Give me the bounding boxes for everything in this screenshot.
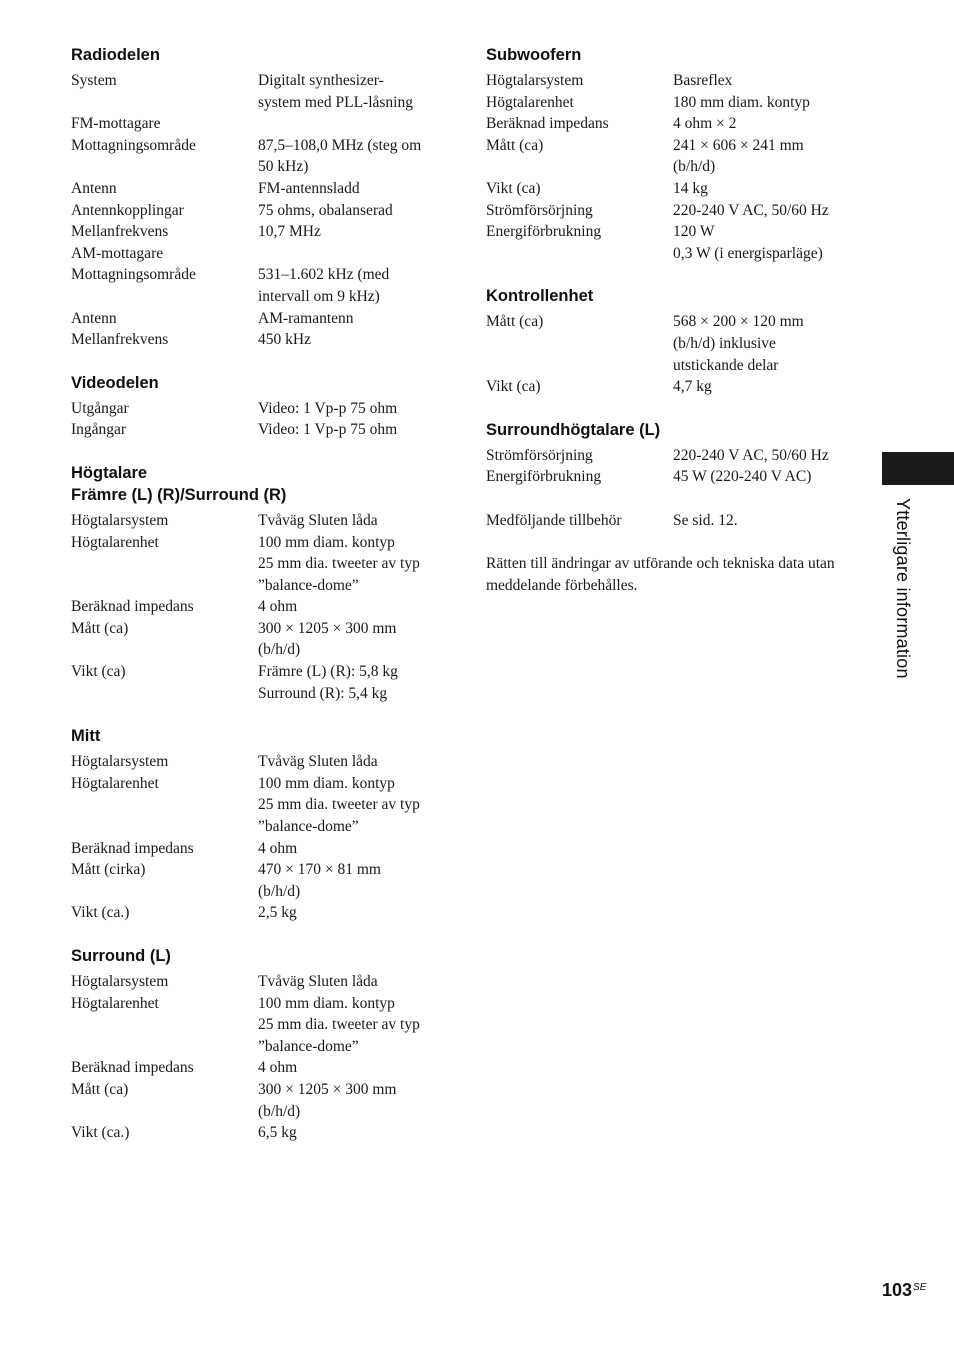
spec-label: Strömförsörjning xyxy=(486,201,593,219)
spec-row xyxy=(71,1122,451,1144)
spec-label: Högtalarenhet xyxy=(486,93,574,111)
spec-value-line: 2,5 kg xyxy=(258,904,297,922)
spec-row xyxy=(486,135,856,178)
spec-row xyxy=(71,971,451,993)
spec-value xyxy=(258,1122,451,1144)
spec-value xyxy=(258,751,451,773)
spec-value-line: 4 ohm xyxy=(258,839,298,857)
spec-row xyxy=(71,135,451,178)
spec-label: Högtalarsystem xyxy=(71,753,169,771)
page-number-suffix: SE xyxy=(913,1282,927,1293)
section-heading: Surroundhögtalare (L) xyxy=(486,420,661,439)
spec-value xyxy=(258,135,451,178)
spec-value-line: 300 × 1205 × 300 mm xyxy=(258,1080,397,1098)
spec-value-line: 4 ohm xyxy=(258,598,298,616)
spec-value xyxy=(258,70,451,113)
spec-value-line: 100 mm diam. kontyp xyxy=(258,994,395,1012)
spec-label: Energiförbrukning xyxy=(486,223,602,241)
spec-label: Mått (cirka) xyxy=(71,861,146,879)
spec-label: Beräknad impedans xyxy=(71,1059,194,1077)
spec-value xyxy=(673,221,856,264)
spec-value xyxy=(258,971,451,993)
spec-value xyxy=(258,661,451,704)
spec-section xyxy=(71,945,451,1144)
spec-row xyxy=(486,113,856,135)
right-sections xyxy=(486,44,856,531)
spec-section xyxy=(71,725,451,924)
spec-row xyxy=(486,92,856,114)
spec-value xyxy=(258,993,451,1058)
spec-value-line: Tvåväg Sluten låda xyxy=(258,511,378,529)
spec-value xyxy=(258,200,451,222)
spec-value xyxy=(258,1079,451,1122)
spec-row xyxy=(71,419,451,441)
spec-value-line: 531–1.602 kHz (med xyxy=(258,266,390,284)
spec-value-line: 10,7 MHz xyxy=(258,223,321,241)
spec-value xyxy=(258,510,451,532)
spec-value-line: Video: 1 Vp-p 75 ohm xyxy=(258,421,398,439)
spec-label: Mått (ca) xyxy=(71,619,129,637)
spec-value-empty xyxy=(258,243,451,265)
spec-row xyxy=(71,329,451,351)
section-tab-marker xyxy=(882,452,954,485)
spec-section xyxy=(486,419,856,531)
spec-label: Högtalarenhet xyxy=(71,533,159,551)
spec-value-line: (b/h/d) xyxy=(258,882,301,900)
spec-row xyxy=(71,308,451,330)
spec-label: Beräknad impedans xyxy=(71,839,194,857)
spec-value xyxy=(258,243,451,265)
spec-label: Mått (ca) xyxy=(71,1080,129,1098)
spec-value-line: 241 × 606 × 241 mm xyxy=(673,136,804,154)
spec-section xyxy=(486,285,856,397)
spec-value-line: AM-ramantenn xyxy=(258,309,354,327)
spec-value xyxy=(258,838,451,860)
spec-value-line: intervall om 9 kHz) xyxy=(258,287,380,305)
spec-label: Vikt (ca.) xyxy=(71,904,130,922)
spec-row xyxy=(71,596,451,618)
section-title-vertical: Ytterligare information xyxy=(893,498,913,679)
spec-row xyxy=(71,510,451,532)
spec-value xyxy=(258,1057,451,1079)
spec-value xyxy=(673,200,856,222)
spec-label: Mellanfrekvens xyxy=(71,223,169,241)
spec-value-line: 450 kHz xyxy=(258,331,311,349)
spec-row xyxy=(486,311,856,376)
spec-value xyxy=(673,70,856,92)
spec-value-line: 470 × 170 × 81 mm xyxy=(258,861,381,879)
spec-label: Högtalarsystem xyxy=(71,973,169,990)
spec-value xyxy=(258,532,451,597)
spec-label: Vikt (ca.) xyxy=(71,1124,130,1142)
spec-value xyxy=(673,113,856,135)
spec-value-line: 45 W (220-240 V AC) xyxy=(673,468,812,486)
spec-value xyxy=(258,773,451,838)
spec-value xyxy=(673,92,856,114)
section-heading: Surround (L) xyxy=(71,947,171,965)
spec-label: Högtalarsystem xyxy=(486,72,584,89)
spec-row xyxy=(71,178,451,200)
spec-value-empty xyxy=(673,488,856,510)
spec-value-line: system med PLL-låsning xyxy=(258,93,413,111)
spec-value-line: Främre (L) (R): 5,8 kg xyxy=(258,663,398,681)
spec-label: Energiförbrukning xyxy=(486,468,602,486)
spec-value-line: ”balance-dome” xyxy=(258,576,359,594)
section-heading: Videodelen xyxy=(71,373,159,392)
spec-label: Beräknad impedans xyxy=(486,115,609,133)
spec-value-line: Se sid. 12. xyxy=(673,511,738,529)
spec-label: Antenn xyxy=(71,179,117,197)
spec-value-line: 50 kHz) xyxy=(258,158,309,176)
left-column xyxy=(71,44,451,1165)
spec-label: Högtalarenhet xyxy=(71,774,159,792)
spec-row xyxy=(71,661,451,704)
spec-row xyxy=(71,200,451,222)
spec-label: Högtalarenhet xyxy=(71,994,159,1012)
spec-value xyxy=(258,329,451,351)
spec-label: FM-mottagare xyxy=(71,115,161,133)
spec-value-line: (b/h/d) xyxy=(258,1102,301,1120)
spec-value-line: 300 × 1205 × 300 mm xyxy=(258,619,397,637)
spec-value xyxy=(258,398,451,420)
spec-label: Mått (ca) xyxy=(486,136,544,154)
spec-section xyxy=(71,44,451,351)
spec-value xyxy=(673,135,856,178)
spec-value-line: 25 mm dia. tweeter av typ xyxy=(258,796,420,814)
spec-value xyxy=(673,488,856,510)
spec-label: Mottagningsområde xyxy=(71,136,196,154)
spec-value xyxy=(258,308,451,330)
spec-value-line: 180 mm diam. kontyp xyxy=(673,93,810,111)
section-heading: Högtalare Främre (L) (R)/Surround (R) xyxy=(71,463,287,504)
spec-value-line: ”balance-dome” xyxy=(258,818,359,836)
spec-row xyxy=(71,859,451,902)
spec-value-line: 4 ohm xyxy=(258,1059,298,1077)
spec-label: Medföljande tillbehör xyxy=(486,511,622,529)
spec-row xyxy=(71,264,451,307)
spec-label: Strömförsörjning xyxy=(486,446,593,464)
spec-value-line: utstickande delar xyxy=(673,356,779,374)
spec-value xyxy=(673,466,856,488)
spec-row xyxy=(486,488,856,510)
spec-section xyxy=(486,44,856,264)
spec-value xyxy=(258,221,451,243)
spec-value-line: Video: 1 Vp-p 75 ohm xyxy=(258,399,398,417)
disclaimer-note: Rätten till ändringar av utförande och tekniska data utan meddelande förbehålles. xyxy=(486,555,835,595)
spec-row xyxy=(71,773,451,838)
spec-row xyxy=(486,178,856,200)
spec-row xyxy=(486,221,856,264)
spec-section xyxy=(71,372,451,441)
spec-row xyxy=(71,532,451,597)
section-heading: Mitt xyxy=(71,727,101,746)
spec-value-line: 6,5 kg xyxy=(258,1124,297,1142)
spec-label: Högtalarsystem xyxy=(71,511,169,529)
spec-value xyxy=(258,113,451,135)
spec-value-line: FM-antennsladd xyxy=(258,179,360,197)
spec-value-line: Surround (R): 5,4 kg xyxy=(258,684,388,702)
spec-value-line: 87,5–108,0 MHz (steg om xyxy=(258,136,422,154)
spec-value-line: 4 ohm × 2 xyxy=(673,115,737,133)
page-number-value: 103 xyxy=(882,1280,913,1300)
right-column xyxy=(486,44,856,597)
spec-value-line: 25 mm dia. tweeter av typ xyxy=(258,1016,420,1034)
spec-row xyxy=(71,838,451,860)
spec-value xyxy=(673,510,856,532)
spec-label: Vikt (ca) xyxy=(486,378,541,396)
spec-value xyxy=(258,264,451,307)
spec-row xyxy=(71,243,451,265)
spec-row xyxy=(71,1057,451,1079)
spec-row xyxy=(486,466,856,488)
section-heading: Subwoofern xyxy=(486,46,582,64)
spec-value-line: 14 kg xyxy=(673,179,708,197)
spec-row xyxy=(71,751,451,773)
spec-value-line: 220-240 V AC, 50/60 Hz xyxy=(673,446,829,464)
spec-value-line: 220-240 V AC, 50/60 Hz xyxy=(673,201,829,219)
spec-row xyxy=(486,70,856,92)
spec-label: Ingångar xyxy=(71,421,127,439)
spec-value-line: Digitalt synthesizer- xyxy=(258,72,384,89)
spec-label: System xyxy=(71,72,117,89)
page-number xyxy=(882,1280,926,1301)
spec-value-empty xyxy=(258,113,451,135)
spec-value xyxy=(258,178,451,200)
spec-section xyxy=(71,462,451,704)
spec-row xyxy=(71,113,451,135)
spec-value xyxy=(673,445,856,467)
section-heading: Radiodelen xyxy=(71,46,160,64)
spec-row xyxy=(71,993,451,1058)
spec-label: AM-mottagare xyxy=(71,244,164,262)
spec-value-line: 25 mm dia. tweeter av typ xyxy=(258,555,420,573)
spec-label: Mellanfrekvens xyxy=(71,331,169,349)
spec-value xyxy=(258,859,451,902)
spec-value xyxy=(258,902,451,924)
spec-row xyxy=(71,618,451,661)
spec-row xyxy=(71,398,451,420)
spec-value-line: 100 mm diam. kontyp xyxy=(258,774,395,792)
spec-value-line: (b/h/d) xyxy=(258,641,301,659)
spec-label: Mått (ca) xyxy=(486,313,544,331)
spec-label: Utgångar xyxy=(71,399,129,417)
spec-value xyxy=(258,596,451,618)
spec-label: Vikt (ca) xyxy=(71,663,126,681)
spec-row xyxy=(71,1079,451,1122)
spec-value xyxy=(258,419,451,441)
spec-value-line: Tvåväg Sluten låda xyxy=(258,753,378,771)
spec-value-line: Tvåväg Sluten låda xyxy=(258,973,378,990)
spec-value-line: 100 mm diam. kontyp xyxy=(258,533,395,551)
spec-label xyxy=(486,488,673,510)
spec-row xyxy=(486,376,856,398)
spec-value-line: 4,7 kg xyxy=(673,378,712,396)
spec-value-line: 75 ohms, obalanserad xyxy=(258,201,393,219)
spec-value-line: 120 W xyxy=(673,223,715,241)
spec-row xyxy=(486,445,856,467)
spec-value-line: 568 × 200 × 120 mm xyxy=(673,313,804,331)
spec-value-line: (b/h/d) xyxy=(673,158,716,176)
spec-row xyxy=(486,510,856,532)
spec-label: Antennkopplingar xyxy=(71,201,184,219)
spec-value-line: Basreflex xyxy=(673,72,733,89)
spec-label: Antenn xyxy=(71,309,117,327)
spec-value-line: (b/h/d) inklusive xyxy=(673,334,776,352)
spec-row xyxy=(71,902,451,924)
spec-row xyxy=(486,200,856,222)
spec-value xyxy=(258,618,451,661)
spec-value-line: ”balance-dome” xyxy=(258,1037,359,1055)
spec-label: Mottagningsområde xyxy=(71,266,196,284)
spec-row xyxy=(71,221,451,243)
spec-value xyxy=(673,178,856,200)
spec-label: Beräknad impedans xyxy=(71,598,194,616)
spec-label: Vikt (ca) xyxy=(486,179,541,197)
spec-row xyxy=(71,70,451,113)
spec-value xyxy=(673,311,856,376)
section-heading: Kontrollenhet xyxy=(486,287,594,306)
spec-value-line: 0,3 W (i energisparläge) xyxy=(673,244,823,262)
spec-value xyxy=(673,376,856,398)
